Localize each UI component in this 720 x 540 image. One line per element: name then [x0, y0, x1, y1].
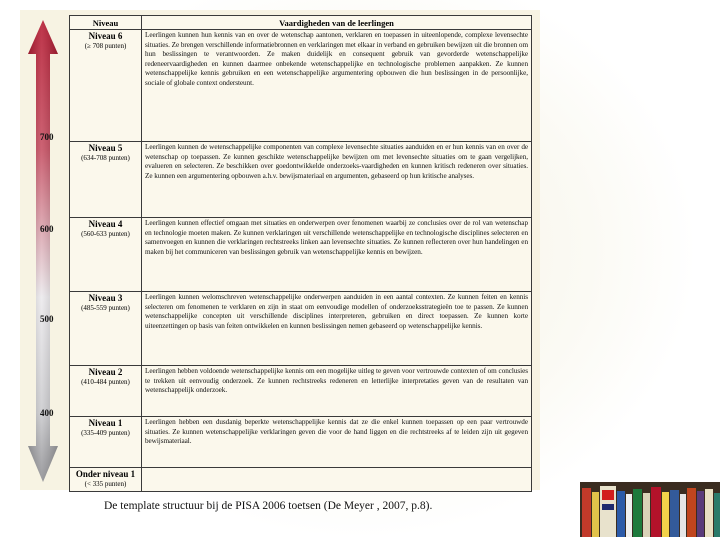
score-scale: [26, 12, 60, 488]
skills-cell: Leerlingen hebben voldoende wetenschappelijke kennis om een mogelijke uitleg te geven voor vertrouwde contexten of om conclusies te trekken uit eenvoudig onderzoek. Ze kunnen rechtstreeks redeneren en letterlijke interpretaties geven van de resultaten van wetenschappelijk onderzoek.: [142, 366, 532, 417]
level-range: (< 335 punten): [84, 480, 127, 488]
level-range: (560-633 punten): [81, 230, 130, 238]
skills-cell: Leerlingen kunnen welomschreven wetenschappelijke onderwerpen aanduiden in een aantal contexten. Ze kunnen feiten en kennis selecteren om fenomenen te verklaren en zijn in staat om eenvoudige modellen of onderzoeksstrategieën toe te passen. Ze kunnen wetenschappelijke concepten uit verschillende disciplines interpreteren, gebruiken en direct toepassen. Ze kunnen korte uiteenzettingen op basis van feiten ontwikkelen en kunnen beslissingen nemen gebaseerd op wetenschappelijke kennis.: [142, 292, 532, 366]
skills-cell: Leerlingen kunnen de wetenschappelijke componenten van complexe levensechte situaties aanduiden en er hun kennis van en over de wetenschap op toepassen. Ze kunnen geschikte wetenschappelijke bewijzen om met levensechte situaties om te gaan vergelijken, evalueren en selecteren. Ze beschikken over goedontwikkelde onderzoeks-vaardigheden en kunnen kritisch redeneren over situaties. Ze kunnen een argumentering opbouwen a.h.v. bewijsmateriaal en argumenten, gebaseerd op hun kritische analyses.: [142, 142, 532, 218]
level-cell: [70, 366, 142, 417]
tick-label-400: 400: [40, 408, 54, 418]
table-row: [70, 292, 532, 366]
table-row: [70, 218, 532, 292]
header-skills: Vaardigheden van de leerlingen: [142, 16, 532, 30]
level-name: Niveau 5: [88, 143, 123, 153]
level-cell: [70, 218, 142, 292]
level-range: (634-708 punten): [81, 154, 130, 162]
level-name: Niveau 2: [88, 367, 123, 377]
level-range: (≥ 708 punten): [84, 42, 127, 50]
level-cell: [70, 30, 142, 142]
level-name: Niveau 3: [88, 293, 123, 303]
table-row: [70, 30, 532, 142]
skills-cell: Leerlingen kunnen effectief omgaan met situaties en onderwerpen over fenomenen waarbij ze conclusies over de rol van wetenschap en technologie moeten maken. Ze kunnen verklaringen uit verschillende wetenschappelijke en technologische disciplines selecteren en samenvoegen en kunnen die verklaringen rechtstreeks linken aan levensechte situaties. Ze kunnen reflecteren over hun handelingen en maken bij het communiceren van beslissingen gebruik van wetenschappelijke kennis en bewijzen.: [142, 218, 532, 292]
level-name: Onder niveau 1: [75, 469, 136, 479]
level-name: Niveau 1: [88, 418, 123, 428]
skills-cell: Leerlingen kunnen hun kennis van en over de wetenschap aantonen, verklaren en toepassen in uiteenlopende, complexe levensechte situaties. Ze brengen verschillende informatiebronnen en verklaringen met elkaar in verband en gebruiken bewijzen uit die bronnen om hun beslissingen te verantwoorden. Ze maken duidelijk en consequent gebruik van gevorderde wetenschappelijke redeneervaardigheden en kunnen daarmee onbekende wetenschappelijke en technologische problemen aanpakken. Ze kunnen wetenschappelijke kennis gebruiken en een wetenschappelijke argumentering opbouwen die hun beslissingen in de persoonlijke, sociale of globale context ondersteunt.: [142, 30, 532, 142]
level-cell: [70, 417, 142, 468]
tick-label-700: 700: [40, 132, 54, 142]
table-row: [70, 468, 532, 492]
tick-label-500: 500: [40, 314, 54, 324]
header-level: Niveau: [70, 16, 142, 30]
level-cell: [70, 468, 142, 492]
level-cell: [70, 292, 142, 366]
level-name: Niveau 4: [88, 219, 123, 229]
table-header-row: [70, 16, 532, 30]
level-range: (410-484 punten): [81, 378, 130, 386]
level-range: (335-409 punten): [81, 429, 130, 437]
pisa-figure: [20, 10, 540, 490]
bookshelf-image-icon: [580, 482, 720, 537]
skills-cell: Leerlingen hebben een dusdanig beperkte wetenschappelijke kennis dat ze die enkel kunnen toepassen op een paar vertrouwde situaties. Ze kunnen wetenschappelijke verklaringen geven die voor de hand liggen en die rechtstreeks af te leiden zijn uit gegeven bewijsmateriaal.: [142, 417, 532, 468]
proficiency-levels-table: [69, 15, 532, 492]
skills-cell: [142, 468, 532, 492]
tick-label-600: 600: [40, 224, 54, 234]
books-photo: [580, 482, 720, 537]
table-row: [70, 366, 532, 417]
table-row: [70, 142, 532, 218]
level-cell: [70, 142, 142, 218]
level-range: (485-559 punten): [81, 304, 130, 312]
level-name: Niveau 6: [88, 31, 123, 41]
figure-caption: De template structuur bij de PISA 2006 toetsen (De Meyer , 2007, p.8).: [104, 500, 433, 512]
table-row: [70, 417, 532, 468]
